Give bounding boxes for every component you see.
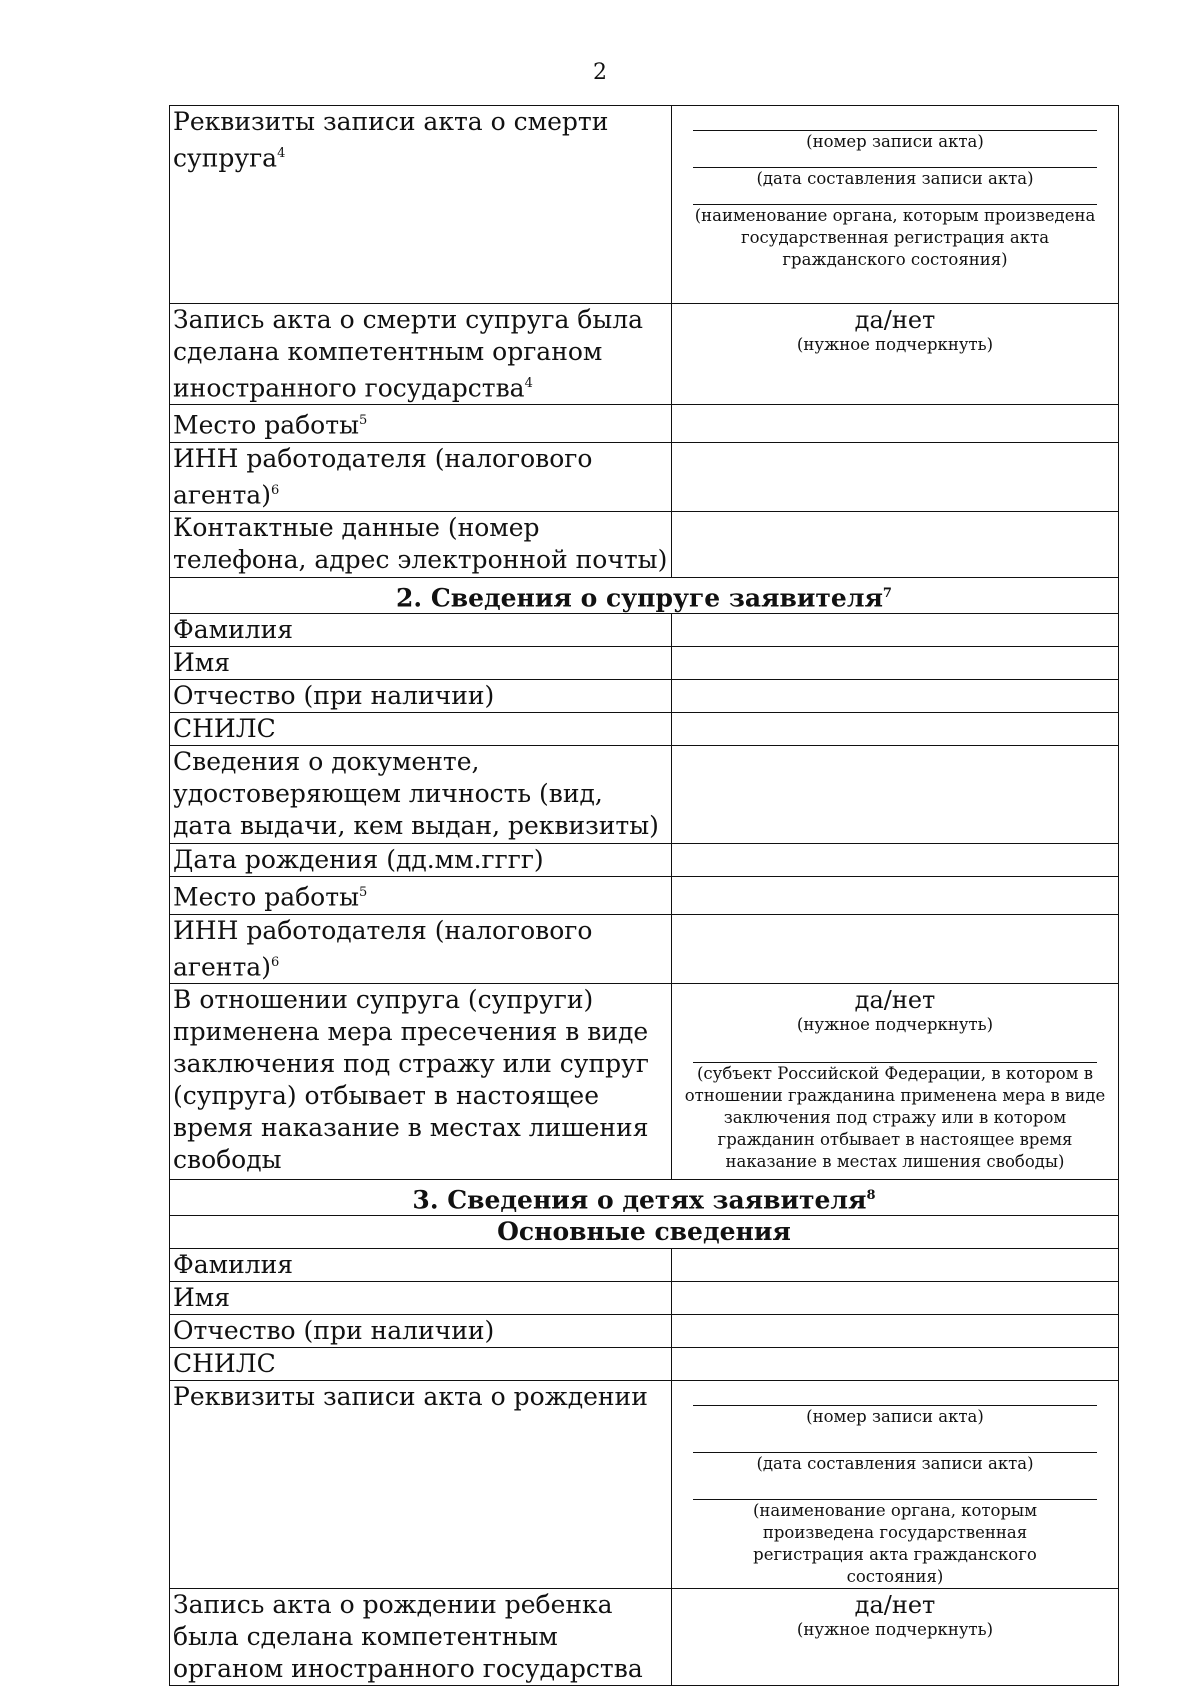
footnote-ref: 4 [277, 146, 286, 161]
child-name-row [170, 1282, 1119, 1315]
employer-inn-row [170, 442, 1119, 511]
child-birth-foreign-row [170, 1589, 1119, 1686]
yes-no-option[interactable]: да/нет [854, 985, 936, 1014]
death-foreign-answer[interactable] [672, 304, 1119, 405]
children-subtitle: Основные сведения [170, 1216, 1119, 1249]
spouse-work-place-value[interactable] [672, 877, 1119, 914]
child-patronymic-label: Отчество (при наличии) [170, 1315, 672, 1348]
spouse-id-document-value[interactable] [672, 746, 1119, 844]
spouse-employer-inn-row [170, 914, 1119, 983]
spouse-birth-date-row [170, 844, 1119, 877]
child-name-label: Имя [170, 1282, 672, 1315]
contacts-value[interactable] [672, 511, 1119, 577]
contacts-label: Контактные данные (номер телефона, адрес электронной почты) [170, 511, 672, 577]
footnote-ref: 6 [270, 482, 280, 498]
authority-caption: (наименование органа, которым произведена государственная регистрация акта гражданского состояния) [694, 206, 1096, 269]
spouse-employer-inn-value[interactable] [672, 914, 1119, 983]
spouse-work-place-row [170, 877, 1119, 914]
child-birth-record-row [170, 1381, 1119, 1589]
contacts-row [170, 511, 1119, 577]
spouse-surname-row [170, 614, 1119, 647]
child-snils-label: СНИЛС [170, 1348, 672, 1381]
work-place-row [170, 405, 1119, 442]
spouse-snils-value[interactable] [672, 713, 1119, 746]
child-snils-row [170, 1348, 1119, 1381]
footnote-ref: 6 [270, 954, 280, 970]
birth-authority-caption: (наименование органа, которым произведена государственная регистрация акта гражданского состояния) [752, 1501, 1038, 1587]
spouse-name-row [170, 647, 1119, 680]
footnote-ref: 5 [358, 885, 368, 901]
spouse-custody-answer[interactable] [672, 983, 1119, 1179]
record-number-caption: (номер записи акта) [806, 132, 984, 151]
death-record-row [170, 106, 1119, 304]
child-birth-foreign-answer[interactable] [672, 1589, 1119, 1686]
spouse-patronymic-row [170, 680, 1119, 713]
employer-inn-value[interactable] [672, 442, 1119, 511]
children-subtitle-row [170, 1216, 1119, 1249]
child-name-value[interactable] [672, 1282, 1119, 1315]
underline-hint: (нужное подчеркнуть) [796, 335, 994, 354]
footnote-ref: 5 [358, 413, 368, 429]
custody-region-caption: (субъект Российской Федерации, в котором в отношении гражданина применена мера в виде заключения под стражу или в котором гражданин отбывает в настоящее время наказание в местах лишения свободы) [684, 1063, 1106, 1171]
spouse-employer-inn-label: ИНН работодателя (налогового агента)$^6$ [170, 914, 672, 983]
application-form-table [169, 105, 1119, 1686]
yes-no-option[interactable]: да/нет [854, 1591, 936, 1620]
children-section-header-row [170, 1179, 1119, 1215]
footnote-ref: 4 [524, 376, 533, 391]
death-foreign-label: Запись акта о смерти супруга была сделана компетентным органом иностранного государства$^4$ [170, 304, 672, 405]
spouse-snils-row [170, 713, 1119, 746]
spouse-section-title: 2. Сведения о супруге заявителя$^7$ [170, 577, 1119, 613]
footnote-ref: 8 [866, 1187, 876, 1203]
underline-hint: (нужное подчеркнуть) [796, 1620, 994, 1640]
death-record-fields[interactable] [672, 106, 1119, 304]
child-snils-value[interactable] [672, 1348, 1119, 1381]
spouse-section-header-row [170, 577, 1119, 613]
employer-inn-label: ИНН работодателя (налогового агента)$^6$ [170, 442, 672, 511]
death-foreign-row [170, 304, 1119, 405]
children-section-title: 3. Сведения о детях заявителя$^8$ [170, 1179, 1119, 1215]
spouse-birth-date-value[interactable] [672, 844, 1119, 877]
spouse-snils-label: СНИЛС [170, 713, 672, 746]
spouse-custody-row [170, 983, 1119, 1179]
spouse-id-document-row [170, 746, 1119, 844]
spouse-surname-label: Фамилия [170, 614, 672, 647]
underline-hint: (нужное подчеркнуть) [796, 1014, 994, 1034]
child-birth-foreign-label: Запись акта о рождении ребенка была сделана компетентным органом иностранного государства [170, 1589, 672, 1686]
record-date-caption: (дата составления записи акта) [756, 169, 1034, 188]
child-surname-label: Фамилия [170, 1249, 672, 1282]
birth-number-caption: (номер записи акта) [806, 1407, 984, 1427]
spouse-work-place-label: Место работы$^5$ [170, 877, 672, 914]
birth-date-caption: (дата составления записи акта) [756, 1454, 1034, 1474]
yes-no-option[interactable]: да/нет [854, 306, 936, 334]
spouse-name-value[interactable] [672, 647, 1119, 680]
spouse-patronymic-label: Отчество (при наличии) [170, 680, 672, 713]
child-surname-row [170, 1249, 1119, 1282]
child-patronymic-row [170, 1315, 1119, 1348]
page-number: 2 [593, 60, 607, 85]
spouse-custody-label: В отношении супруга (супруги) применена мера пресечения в виде заключения под стражу или супруг (супруга) отбывает в настоящее время наказание в местах лишения свободы [170, 983, 672, 1179]
footnote-ref: 7 [882, 585, 892, 601]
child-surname-value[interactable] [672, 1249, 1119, 1282]
spouse-name-label: Имя [170, 647, 672, 680]
spouse-surname-value[interactable] [672, 614, 1119, 647]
death-record-label: Реквизиты записи акта о смерти супруга$^4$ [170, 106, 672, 304]
work-place-value[interactable] [672, 405, 1119, 442]
child-patronymic-value[interactable] [672, 1315, 1119, 1348]
spouse-birth-date-label: Дата рождения (дд.мм.гггг) [170, 844, 672, 877]
work-place-label: Место работы$^5$ [170, 405, 672, 442]
child-birth-record-label: Реквизиты записи акта о рождении [170, 1381, 672, 1589]
spouse-id-document-label: Сведения о документе, удостоверяющем личность (вид, дата выдачи, кем выдан, реквизиты) [170, 746, 672, 844]
spouse-patronymic-value[interactable] [672, 680, 1119, 713]
child-birth-record-fields[interactable] [672, 1381, 1119, 1589]
